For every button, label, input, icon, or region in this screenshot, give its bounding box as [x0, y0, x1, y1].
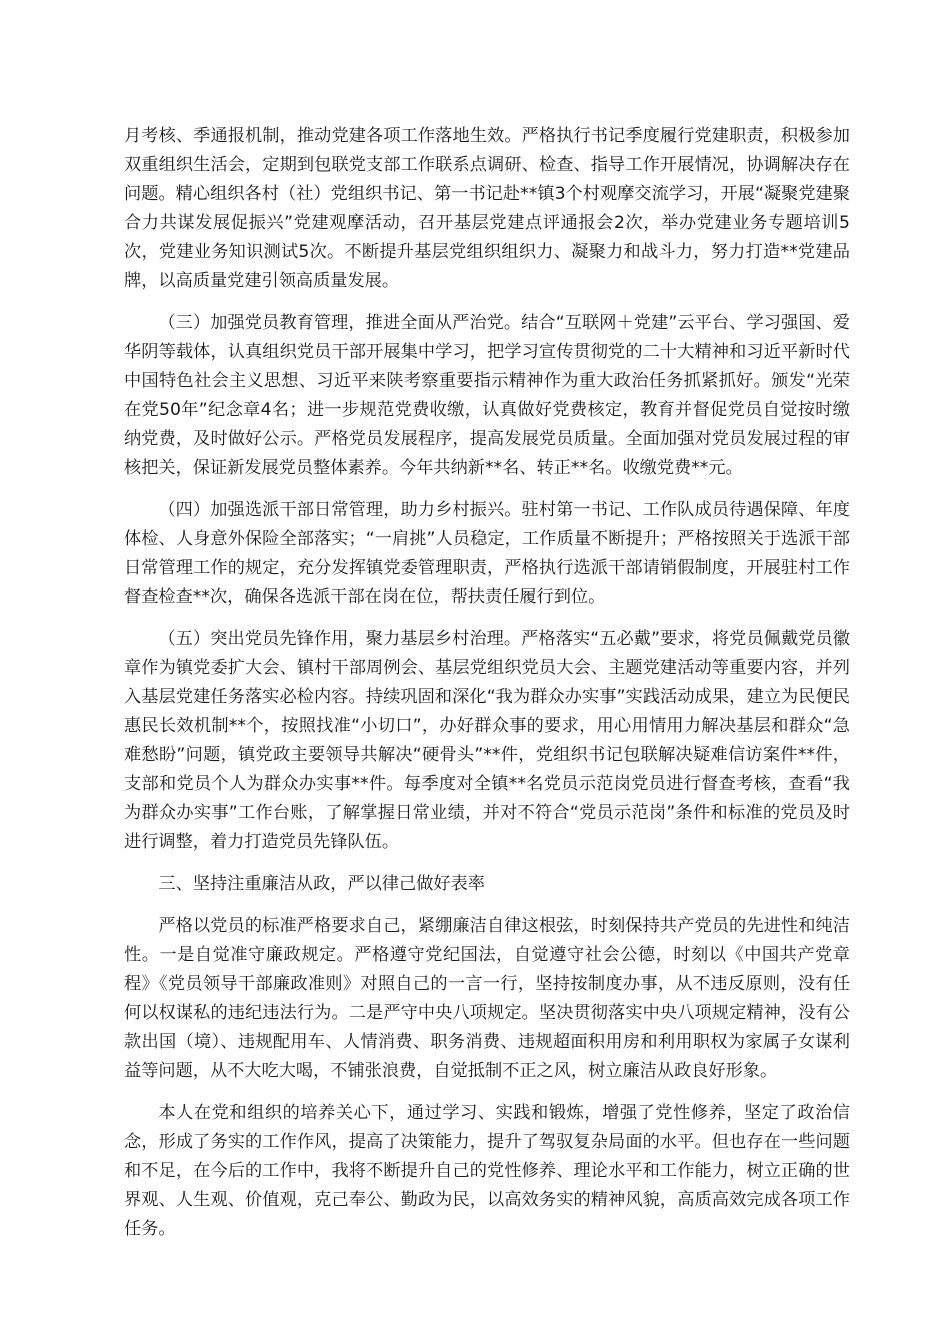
paragraph-summary: 本人在党和组织的培养关心下，通过学习、实践和锻炼，增强了党性修养，坚定了政治信念，形成了务实的工作作风，提高了决策能力，提升了驾驭复杂局面的水平。但也存在一些问题和不足，在今后的工作中，我将不断提升自己的党性修养、理论水平和工作能力，树立正确的世界观、人生观、价值观，克己奉公、勤政为民，以高效务实的精神风貌，高质高效完成各项工作任务。 — [124, 1103, 850, 1239]
paragraph-vanguard-role: （五）突出党员先锋作用，聚力基层乡村治理。严格落实“五必戴”要求，将党员佩戴党员徽章作为镇党委扩大会、镇村干部周例会、基层党组织党员大会、主题党建活动等重要内容，并列入基层党建任务落实必检内容。持续巩固和深化“我为群众办实事”实践活动成果，建立为民便民惠民长效机制**个，按照找准“小切口”，办好群众事的要求，用心用情用力解决基层和群众“急难愁盼”问题，镇党政主要领导共解决“硬骨头”**件，党组织书记包联解决疑难信访案件**件，支部和党员个人为群众办实事**件。每季度对全镇**名党员示范岗党员进行督查考核，查看“我为群众办实事”工作台账，了解掌握日常业绩，并对不符合“党员示范岗”条件和标准的党员及时进行调整，着力打造党员先锋队伍。 — [124, 629, 850, 852]
paragraph-party-member-education: （三）加强党员教育管理，推进全面从严治党。结合“互联网＋党建”云平台、学习强国、爱华阴等载体，认真组织党员干部开展集中学习，把学习宣传贯彻党的二十大精神和习近平新时代中国特色社会主义思想、习近平来陕考察重要指示精神作为重大政治任务抓紧抓好。颁发“光荣在党50年”纪念章4名；进一步规范党费收缴，认真做好党费核定，教育并督促党员自觉按时缴纳党费，及时做好公示。严格党员发展程序，提高发展党员质量。全面加强对党员发展过程的审核把关，保证新发展党员整体素养。今年共纳新**名、转正**名。收缴党费**元。 — [124, 313, 850, 478]
paragraph-cadre-management: （四）加强选派干部日常管理，助力乡村振兴。驻村第一书记、工作队成员待遇保障、年度体检、人身意外保险全部落实；“一肩挑”人员稳定，工作质量不断提升；严格按照关于选派干部日常管理工作的规定，充分发挥镇党委管理职责，严格执行选派干部请销假制度，开展驻村工作督查检查**次，确保各选派干部在岗在位，帮扶责任履行到位。 — [124, 500, 850, 607]
section-heading-integrity: 三、坚持注重廉洁从政，严以律己做好表率 — [158, 874, 485, 894]
paragraph-integrity: 严格以党员的标准严格要求自己，紧绷廉洁自律这根弦，时刻保持共产党员的先进性和纯洁性。一是自觉准守廉政规定。严格遵守党纪国法，自觉遵守社会公德，时刻以《中国共产党章程》《党员领导干部廉政准则》对照自己的一言一行，坚持按制度办事，从不违反原则，没有任何以权谋私的违纪违法行为。二是严守中央八项规定。坚决贯彻落实中央八项规定精神，没有公款出国（境）、违规配用车、人情消费、职务消费、违规超面积用房和利用职权为家属子女谋利益等问题，从不大吃大喝，不铺张浪费，自觉抵制不正之风，树立廉洁从政良好形象。 — [124, 916, 850, 1081]
paragraph-continuation: 月考核、季通报机制，推动党建各项工作落地生效。严格执行书记季度履行党建职责，积极参加双重组织生活会，定期到包联党支部工作联系点调研、检查、指导工作开展情况，协调解决存在问题。精心组织各村（社）党组织书记、第一书记赴**镇3个村观摩交流学习，开展“凝聚党建聚合力共谋发展促振兴”党建观摩活动，召开基层党建点评通报会2次，举办党建业务专题培训5次，党建业务知识测试5次。不断提升基层党组织组织力、凝聚力和战斗力，努力打造**党建品牌，以高质量党建引领高质量发展。 — [124, 126, 850, 291]
document-body — [124, 122, 850, 1257]
